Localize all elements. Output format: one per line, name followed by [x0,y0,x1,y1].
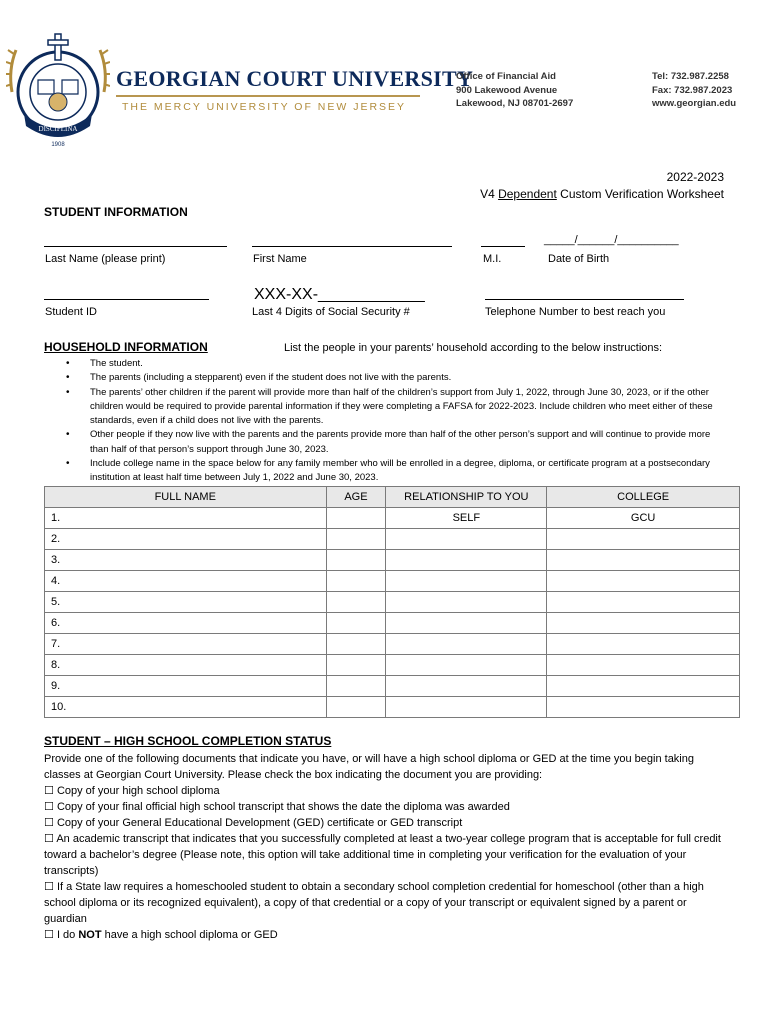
college-cell[interactable] [547,613,740,634]
office-street: 900 Lakewood Avenue [456,84,558,96]
household-table [44,486,740,718]
university-tagline: THE MERCY UNIVERSITY OF NEW JERSEY [122,101,407,113]
option-label-not: NOT [78,929,102,941]
list-item: • Include college name in the space below for any family member who will be enrolled in a degree, diploma, or certificate program at a postsecondary institution at least half time between July 1, 2022 and June 30, 2023. [66,457,726,486]
table-row [45,634,740,655]
option-label: If a State law requires a homeschooled student to obtain a secondary school completion credential for homeschool (other than a high school diploma or its recognized equivalent), a copy of that credential or a copy of your transcript or equivalent signed by a parent or guardian [44,881,704,925]
name-cell[interactable]: 5. [45,592,327,613]
mi-field[interactable] [481,246,525,247]
relationship-cell[interactable] [386,529,547,550]
college-cell[interactable] [547,697,740,718]
table-row [45,529,740,550]
relationship-cell[interactable] [386,697,547,718]
table-row [45,550,740,571]
name-cell[interactable]: 1. [45,508,327,529]
checkbox[interactable]: ☐ [44,832,54,845]
name-cell[interactable]: 8. [45,655,327,676]
college-cell[interactable] [547,676,740,697]
age-cell[interactable] [326,655,386,676]
option-homeschool[interactable] [44,879,728,927]
last-name-field[interactable] [44,246,227,247]
age-cell[interactable] [326,592,386,613]
aid-year: 2022-2023 [666,170,724,184]
office-contact [652,70,736,111]
name-cell[interactable]: 10. [45,697,327,718]
household-instruction: List the people in your parents’ household according to the below instructions: [284,342,663,354]
seal-motto: DISCIPLINA [38,125,78,133]
checkbox[interactable]: ☐ [44,816,54,829]
relationship-cell[interactable]: SELF [386,508,547,529]
option-college-transcript[interactable] [44,831,728,879]
title-dependent: Dependent [498,187,557,201]
option-label: Copy of your high school diploma [56,785,220,797]
table-row [45,697,740,718]
table-header-row [45,487,740,508]
divider [116,95,420,97]
table-row [45,508,740,529]
checkbox[interactable]: ☐ [44,784,54,797]
table-row [45,592,740,613]
dob-field[interactable]: _____/______/__________ [544,234,679,246]
age-cell[interactable] [326,571,386,592]
option-diploma[interactable] [44,783,728,799]
age-cell[interactable] [326,508,386,529]
option-label-pre: I do [56,929,79,941]
table-row [45,655,740,676]
college-cell[interactable] [547,592,740,613]
col-full-name: FULL NAME [45,487,327,508]
title-suffix: Custom Verification Worksheet [556,187,724,201]
option-label: An academic transcript that indicates that you successfully completed at least a two-year college program that is acceptable for full credit toward a bachelor’s degree (Please note, this option will take additional time in completing your verification for the evaluation of your transcripts) [44,833,721,877]
phone-field[interactable] [485,299,684,300]
first-name-field[interactable] [252,246,452,247]
relationship-cell[interactable] [386,571,547,592]
age-cell[interactable] [326,676,386,697]
university-seal [6,30,110,148]
mi-label: M.I. [483,253,502,265]
fax-number: Fax: 732.987.2023 [652,84,733,96]
list-item: • The parents (including a stepparent) even if the student does not live with the parents. [66,371,726,385]
college-cell[interactable] [547,550,740,571]
college-cell[interactable] [547,529,740,550]
college-cell[interactable] [547,571,740,592]
table-row [45,613,740,634]
ssn-label: Last 4 Digits of Social Security # [252,306,410,318]
last-name-label: Last Name (please print) [45,253,166,265]
relationship-cell[interactable] [386,550,547,571]
hs-status-heading: STUDENT – HIGH SCHOOL COMPLETION STATUS [44,734,332,748]
office-city: Lakewood, NJ 08701-2697 [456,98,574,109]
student-id-label: Student ID [45,306,97,318]
table-row [45,676,740,697]
office-address [456,70,573,111]
household-heading: HOUSEHOLD INFORMATION [44,340,208,354]
college-cell[interactable] [547,634,740,655]
name-cell[interactable]: 3. [45,550,327,571]
checkbox[interactable]: ☐ [44,880,54,893]
student-id-field[interactable] [44,299,209,300]
option-label: Copy of your General Educational Development (GED) certificate or GED transcript [56,817,463,829]
age-cell[interactable] [326,697,386,718]
col-college: COLLEGE [547,487,740,508]
college-cell[interactable]: GCU [547,508,740,529]
relationship-cell[interactable] [386,634,547,655]
seal-year: 1908 [51,142,65,148]
first-name-label: First Name [253,253,307,265]
option-no-diploma[interactable] [44,927,728,943]
office-name: Office of Financial Aid [456,71,556,82]
age-cell[interactable] [326,613,386,634]
option-label: Copy of your final official high school transcript that shows the date the diploma was awarded [56,801,510,813]
list-item: • The student. [66,357,726,371]
age-cell[interactable] [326,550,386,571]
college-cell[interactable] [547,655,740,676]
phone-label: Telephone Number to best reach you [485,306,666,318]
age-cell[interactable] [326,529,386,550]
relationship-cell[interactable] [386,676,547,697]
option-transcript[interactable] [44,799,728,815]
age-cell[interactable] [326,634,386,655]
name-cell[interactable]: 9. [45,676,327,697]
website-link[interactable]: www.georgian.edu [652,98,737,109]
university-name: GEORGIAN COURT UNIVERSITY [116,66,474,91]
option-ged[interactable] [44,815,728,831]
checkbox[interactable]: ☐ [44,928,54,941]
name-cell[interactable]: 2. [45,529,327,550]
hs-intro: Provide one of the following documents that indicate you have, or will have a high school diploma or GED at the time you begin taking classes at Georgian Court University. Please check the box indicating the document you are providing: [44,753,694,781]
relationship-cell[interactable] [386,613,547,634]
phone-number: Tel: 732.987.2258 [652,71,729,82]
relationship-cell[interactable] [386,655,547,676]
ssn-field[interactable]: XXX-XX-____________ [254,286,425,303]
dob-label: Date of Birth [548,253,610,265]
table-row [45,571,740,592]
name-cell[interactable]: 6. [45,613,327,634]
relationship-cell[interactable] [386,592,547,613]
title-prefix: V4 [480,187,499,201]
checkbox[interactable]: ☐ [44,800,54,813]
option-label-post: have a high school diploma or GED [101,929,278,941]
col-age: AGE [326,487,386,508]
list-item: • The parents’ other children if the parent will provide more than half of the children’s support from July 1, 2022, through June 30, 2023, or if the other children would be required to provide parental information if they were completing a FAFSA for 2022-2023. Include children who meet either of these standards, even if a child does not live with the parents. [66,386,726,429]
worksheet-title [480,187,724,201]
hs-status-body [44,751,728,943]
name-cell[interactable]: 7. [45,634,327,655]
student-info-heading: STUDENT INFORMATION [44,205,188,219]
list-item: • Other people if they now live with the parents and the parents provide more than half of the other person’s support and will continue to provide more than half of that person’s support through June 30, 2023. [66,428,726,457]
col-relationship: RELATIONSHIP TO YOU [386,487,547,508]
household-rules [66,357,726,486]
name-cell[interactable]: 4. [45,571,327,592]
